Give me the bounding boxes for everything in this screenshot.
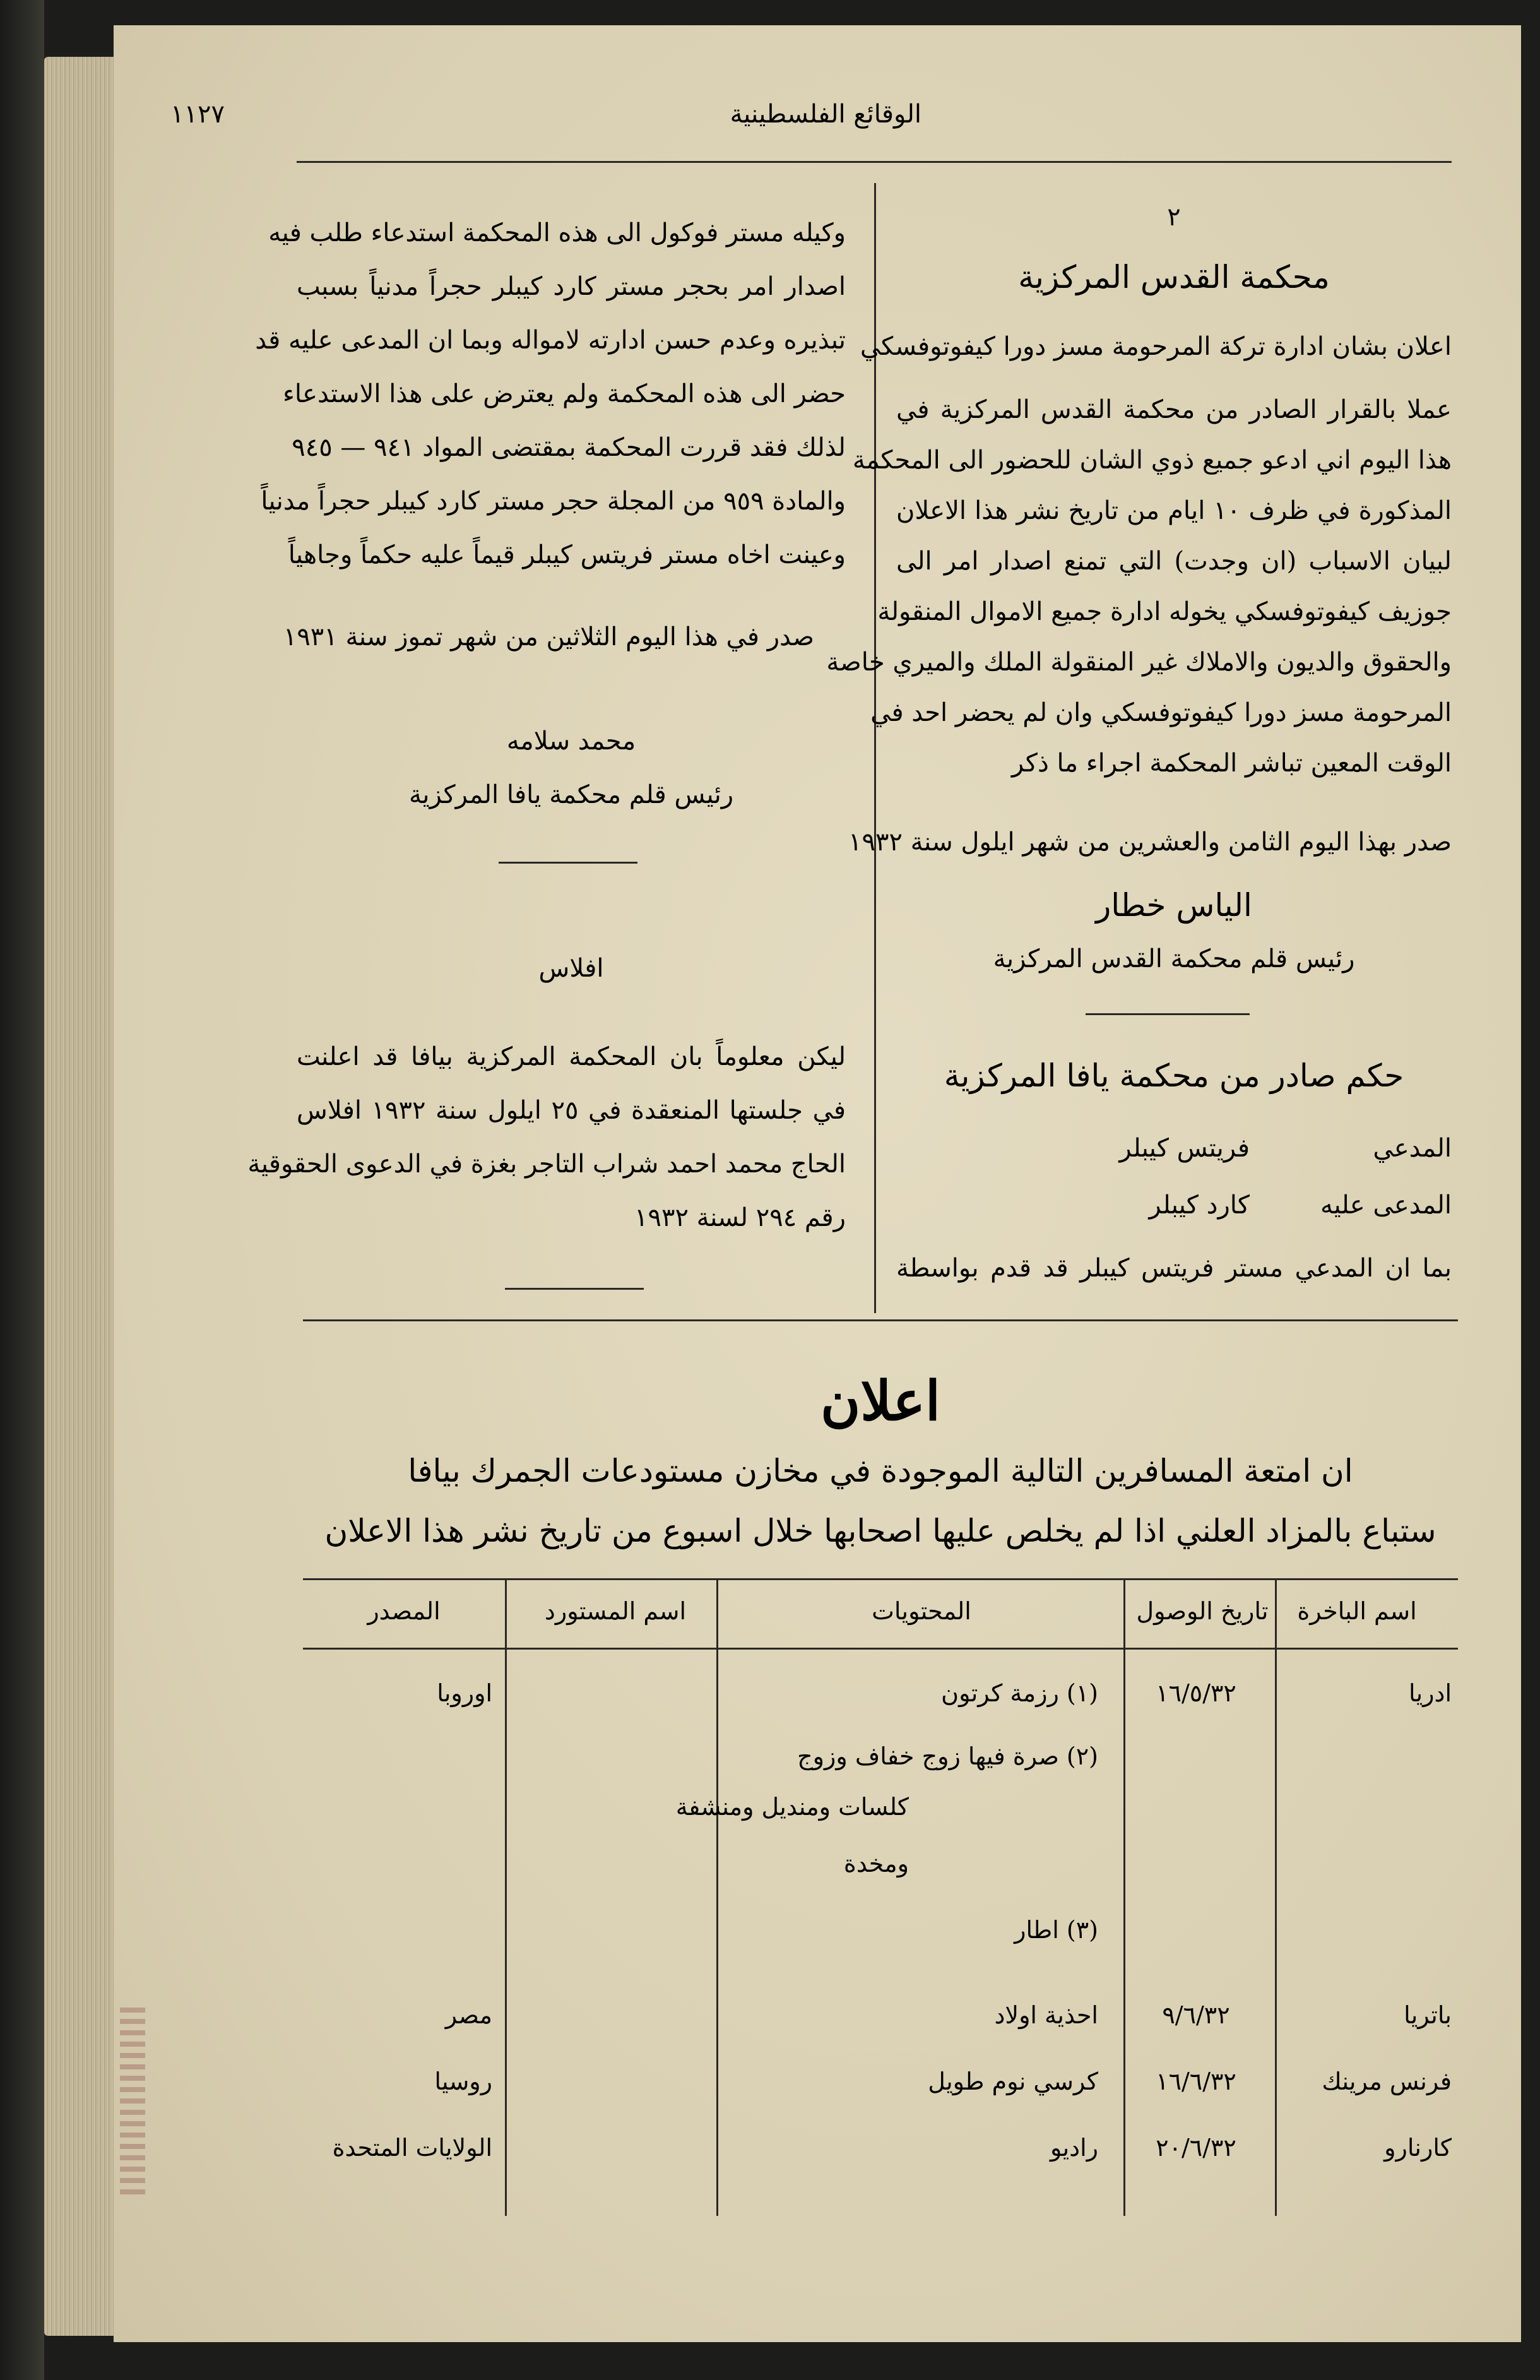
table-top-rule (303, 1578, 1458, 1580)
text-line: بما ان المدعي مستر فريتس كيبلر قد قدم بواسطة (896, 1254, 1452, 1283)
text-line: المرحومة مسز دورا كيفوتوفسكي وان لم يحضر احد في (870, 698, 1452, 727)
ship-cell: باتريا (1404, 2001, 1452, 2029)
page-number: ١١٢٧ (170, 100, 225, 129)
notice-number: ٢ (1167, 203, 1181, 232)
arrival-cell: ١٦/٦/٣٢ (1156, 2068, 1236, 2095)
contents-cell: احذية اولاد (994, 2001, 1098, 2029)
stamp-mark (120, 2008, 145, 2197)
ship-cell: كارنارو (1384, 2134, 1452, 2162)
section-divider (505, 1288, 644, 1290)
announcement-line: ستباع بالمزاد العلني اذا لم يخلص عليها اصحابها خلال اسبوع من تاريخ نشر هذا الاعلان (324, 1513, 1436, 1549)
plaintiff-label: المدعي (1373, 1134, 1452, 1163)
bankruptcy-heading: افلاس (538, 954, 604, 983)
section-rule (303, 1319, 1458, 1321)
court-heading: محكمة القدس المركزية (1018, 259, 1330, 295)
text-line: الحاج محمد احمد شراب التاجر بغزة في الدعوى الحقوقية (247, 1150, 846, 1179)
notice-title: اعلان بشان ادارة تركة المرحومة مسز دورا كيفوتوفسكي (860, 332, 1452, 361)
judgment-heading: حكم صادر من محكمة يافا المركزية (944, 1057, 1404, 1094)
announcement-line: ان امتعة المسافرين التالية الموجودة في مخازن مستودعات الجمرك بيافا (408, 1453, 1353, 1489)
bankruptcy-section (247, 953, 846, 1269)
origin-cell: اوروبا (437, 1679, 492, 1707)
text-line: وعينت اخاه مستر فريتس كيبلر قيماً عليه حكماً وجاهياً (288, 540, 846, 569)
signer-title: رئيس قلم محكمة يافا المركزية (408, 780, 734, 809)
gazette-title: الوقائع الفلسطينية (730, 100, 921, 129)
defendant-label: المدعى عليه (1320, 1191, 1452, 1220)
arrival-cell: ٩/٦/٣٢ (1162, 2001, 1230, 2029)
page-header (170, 95, 1401, 145)
table-column-rule (1275, 1578, 1277, 2216)
text-line: تبذيره وعدم حسن ادارته لامواله وبما ان المدعى عليه قد (255, 326, 846, 355)
text-line: الوقت المعين تباشر المحكمة اجراء ما ذكر (1011, 749, 1452, 778)
header-contents: المحتويات (872, 1597, 971, 1625)
text-line: وكيله مستر فوكول الى هذه المحكمة استدعاء طلب فيه (268, 218, 846, 247)
origin-cell: روسيا (434, 2068, 492, 2095)
text-line: لذلك فقد قررت المحكمة بمقتضى المواد ٩٤١ — ٩٤٥ (292, 433, 846, 462)
issued-date: صدر بهذا اليوم الثامن والعشرين من شهر ايلول سنة ١٩٣٢ (848, 828, 1452, 857)
contents-cell: (٢) صرة فيها زوج خفاف وزوج (797, 1742, 1098, 1770)
announcement-title: اعلان (820, 1369, 940, 1433)
section-divider (499, 862, 637, 864)
defendant-name: كارد كيبلر (1149, 1191, 1250, 1220)
contents-cell: (١) رزمة كرتون (941, 1679, 1098, 1707)
signer-name: الياس خطار (1096, 887, 1252, 924)
announcement (303, 1370, 1458, 1578)
contents-cell: راديو (1050, 2134, 1098, 2162)
contents-cell: (٣) اطار (1014, 1916, 1098, 1944)
text-line: رقم ٢٩٤ لسنة ١٩٣٢ (634, 1203, 846, 1232)
page-edges (44, 57, 114, 2336)
text-line: هذا اليوم اني ادعو جميع ذوي الشان للحضور الى المحكمة (852, 446, 1452, 475)
table-column-rule (505, 1578, 507, 2216)
ship-cell: ادريا (1409, 1679, 1452, 1707)
issued-date: صدر في هذا اليوم الثلاثين من شهر تموز سنة ١٩٣١ (283, 622, 814, 652)
text-line: اصدار امر بحجر مستر كارد كيبلر حجراً مدنياً بسبب (297, 272, 846, 301)
text-line: حضر الى هذه المحكمة ولم يعترض على هذا الاستدعاء (283, 379, 846, 408)
book-binding (0, 0, 44, 2380)
table-column-rule (1123, 1578, 1125, 2216)
judgment-section (896, 1057, 1452, 1313)
header-ship: اسم الباخرة (1297, 1597, 1417, 1625)
contents-cell: ومخدة (843, 1850, 909, 1877)
text-line: لبيان الاسباب (ان وجدت) التي تمنع اصدار امر الى (896, 547, 1452, 576)
signer-name: محمد سلامه (506, 727, 636, 756)
arrival-cell: ١٦/٥/٣٢ (1156, 1679, 1236, 1707)
text-line: والمادة ٩٥٩ من المجلة حجر مستر كارد كيبلر حجراً مدنياً (261, 487, 846, 516)
table-header-rule (303, 1648, 1458, 1650)
contents-cell: كرسي نوم طويل (928, 2068, 1098, 2095)
header-arrival: تاريخ الوصول (1136, 1597, 1269, 1625)
header-rule (297, 161, 1452, 163)
plaintiff-name: فريتس كيبلر (1119, 1134, 1250, 1163)
header-importer: اسم المستورد (544, 1597, 687, 1625)
text-line: المذكورة في ظرف ١٠ ايام من تاريخ نشر هذا الاعلان (896, 496, 1452, 525)
header-origin: المصدر (367, 1597, 441, 1625)
signer-title: رئيس قلم محكمة القدس المركزية (993, 944, 1355, 973)
origin-cell: الولايات المتحدة (332, 2134, 492, 2162)
text-line: ليكن معلوماً بان المحكمة المركزية بيافا قد اعلنت (297, 1042, 846, 1071)
text-line: في جلستها المنعقدة في ٢٥ ايلول سنة ١٩٣٢ افلاس (297, 1096, 846, 1125)
text-line: والحقوق والديون والاملاك غير المنقولة الملك والميري خاصة (826, 648, 1452, 677)
origin-cell: مصر (445, 2001, 492, 2029)
text-line: جوزيف كيفوتوفسكي يخوله ادارة جميع الاموال المنقولة (877, 597, 1452, 626)
contents-cell: كلسات ومنديل ومنشفة (675, 1793, 909, 1821)
table-column-rule (716, 1578, 718, 2216)
text-line: عملا بالقرار الصادر من محكمة القدس المركزية في (896, 395, 1452, 424)
section-divider (1086, 1013, 1250, 1015)
ship-cell: فرنس مرينك (1322, 2068, 1452, 2095)
arrival-cell: ٢٠/٦/٣٢ (1156, 2134, 1236, 2162)
